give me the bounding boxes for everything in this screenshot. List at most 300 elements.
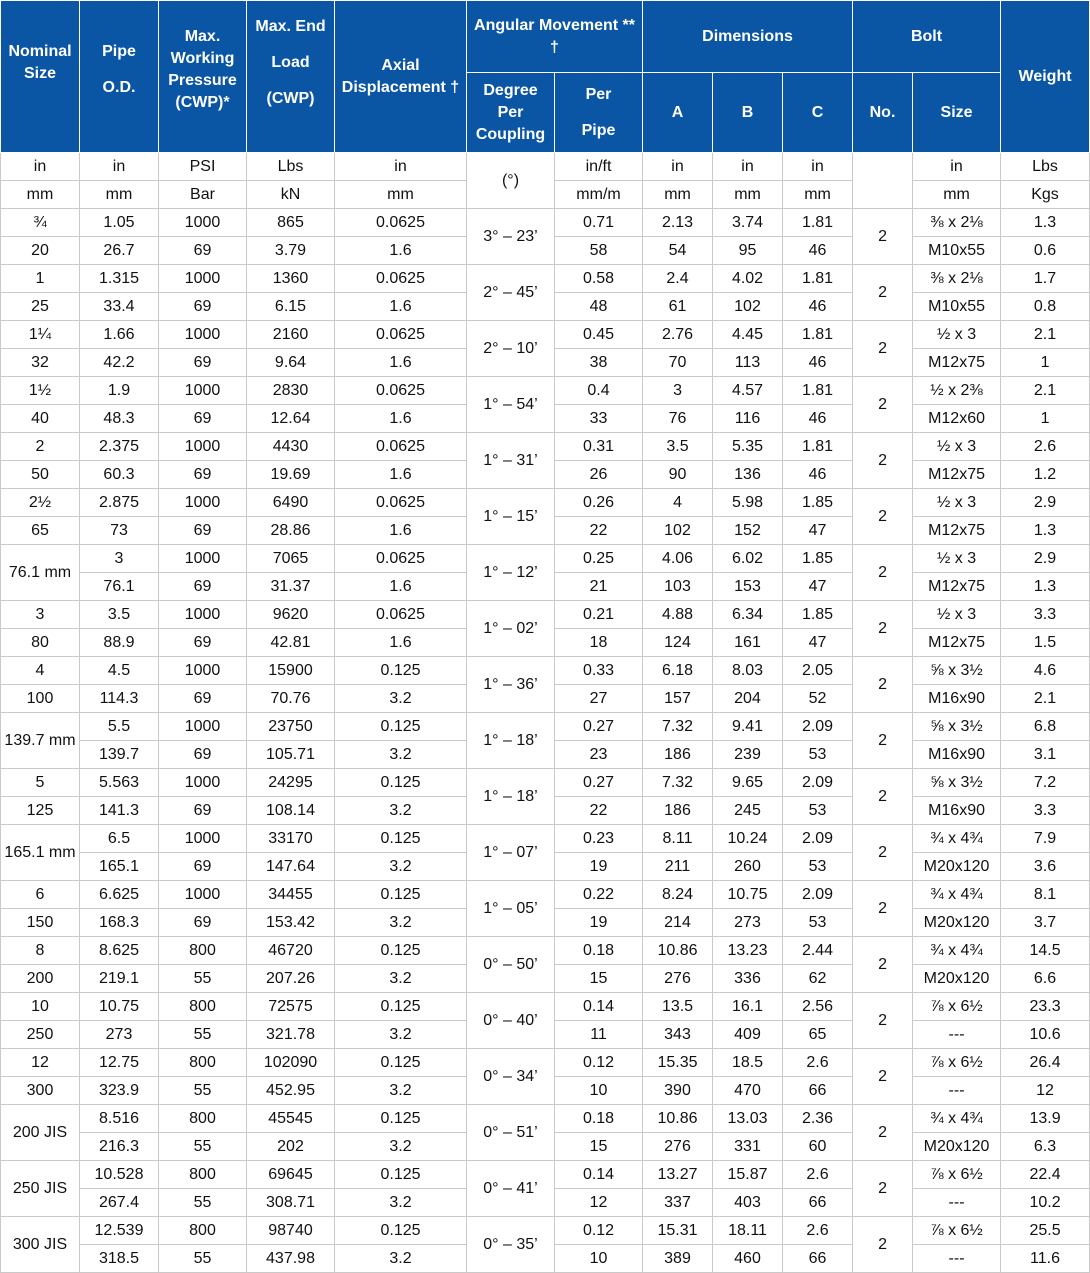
pipe-od-cell: 1.66	[80, 321, 159, 349]
unit-degree: (°)	[467, 153, 555, 209]
weight-cell: 3.3	[1001, 601, 1090, 629]
per-pipe-mm-cell: 19	[555, 853, 643, 881]
end-load-cell: 24295	[247, 769, 335, 797]
dim-c-cell: 2.44	[783, 937, 853, 965]
per-pipe-mm-cell: 10	[555, 1245, 643, 1273]
end-load-cell: 102090	[247, 1049, 335, 1077]
weight-cell: 7.2	[1001, 769, 1090, 797]
header-text: Pipe	[102, 42, 136, 60]
bolt-no-cell: 2	[853, 601, 913, 657]
axial-cell: 0.125	[335, 825, 467, 853]
per-pipe-cell: 0.12	[555, 1217, 643, 1245]
bolt-size-cell: ¾ x 4¾	[913, 881, 1001, 909]
table-row	[1, 993, 1090, 1021]
bolt-no-cell: 2	[853, 1161, 913, 1217]
bolt-no-cell: 2	[853, 1105, 913, 1161]
bolt-no-cell: 2	[853, 993, 913, 1049]
axial-cell: 0.125	[335, 657, 467, 685]
pressure-cell: 1000	[159, 545, 247, 573]
dim-c-cell: 1.81	[783, 265, 853, 293]
per-pipe-mm-cell: 15	[555, 1133, 643, 1161]
bolt-size-cell: ¾ x 4¾	[913, 1105, 1001, 1133]
dim-b-mm-cell: 260	[713, 853, 783, 881]
end-load-kn-cell: 207.26	[247, 965, 335, 993]
dim-c-cell: 2.09	[783, 825, 853, 853]
axial-cell: 0.0625	[335, 489, 467, 517]
per-pipe-mm-cell: 26	[555, 461, 643, 489]
unit-cell: mm	[335, 181, 467, 209]
header-text: O.D.	[102, 78, 136, 96]
end-load-cell: 33170	[247, 825, 335, 853]
dim-a-mm-cell: 214	[643, 909, 713, 937]
weight-kg-cell: 3.1	[1001, 741, 1090, 769]
pressure-bar-cell: 69	[159, 293, 247, 321]
dim-c-cell: 2.09	[783, 769, 853, 797]
bolt-size-cell: ⅝ x 3½	[913, 713, 1001, 741]
axial-cell: 0.125	[335, 1161, 467, 1189]
weight-cell: 2.1	[1001, 321, 1090, 349]
table-row	[1, 825, 1090, 853]
dim-a-cell: 4.88	[643, 601, 713, 629]
weight-kg-cell: 11.6	[1001, 1245, 1090, 1273]
dim-a-cell: 13.27	[643, 1161, 713, 1189]
header-text: †	[550, 38, 559, 56]
per-pipe-cell: 0.25	[555, 545, 643, 573]
nominal-size-cell: ¾	[1, 209, 80, 237]
per-pipe-mm-cell: 23	[555, 741, 643, 769]
weight-cell: 2.1	[1001, 377, 1090, 405]
dim-b-mm-cell: 470	[713, 1077, 783, 1105]
pressure-cell: 1000	[159, 713, 247, 741]
dim-b-cell: 13.03	[713, 1105, 783, 1133]
dim-c-mm-cell: 66	[783, 1189, 853, 1217]
dim-c-mm-cell: 46	[783, 405, 853, 433]
dim-a-cell: 10.86	[643, 1105, 713, 1133]
nominal-size-mm-cell: 250	[1, 1021, 80, 1049]
per-pipe-mm-cell: 48	[555, 293, 643, 321]
nominal-size-cell: 6	[1, 881, 80, 909]
axial-mm-cell: 1.6	[335, 237, 467, 265]
dim-a-cell: 3	[643, 377, 713, 405]
axial-cell: 0.0625	[335, 433, 467, 461]
pressure-bar-cell: 55	[159, 1245, 247, 1273]
dim-c-mm-cell: 46	[783, 349, 853, 377]
per-pipe-cell: 0.21	[555, 601, 643, 629]
unit-cell: in/ft	[555, 153, 643, 181]
bolt-size-mm-cell: M12x75	[913, 349, 1001, 377]
bolt-size-cell: ⅞ x 6½	[913, 1217, 1001, 1245]
nominal-size-mm-cell: 20	[1, 237, 80, 265]
per-pipe-cell: 0.33	[555, 657, 643, 685]
per-pipe-mm-cell: 21	[555, 573, 643, 601]
bolt-no-cell: 2	[853, 265, 913, 321]
bolt-size-cell: ⅞ x 6½	[913, 1161, 1001, 1189]
per-pipe-mm-cell: 22	[555, 517, 643, 545]
pressure-bar-cell: 69	[159, 741, 247, 769]
pipe-od-mm-cell: 318.5	[80, 1245, 159, 1273]
nominal-size-cell: 2½	[1, 489, 80, 517]
dim-c-cell: 1.85	[783, 545, 853, 573]
dim-b-mm-cell: 331	[713, 1133, 783, 1161]
dim-a-cell: 2.13	[643, 209, 713, 237]
weight-cell: 6.8	[1001, 713, 1090, 741]
per-pipe-mm-cell: 18	[555, 629, 643, 657]
unit-cell: Lbs	[1001, 153, 1090, 181]
dim-a-mm-cell: 389	[643, 1245, 713, 1273]
header-text: Displacement †	[341, 78, 460, 96]
nominal-size-cell: 300 JIS	[1, 1217, 80, 1273]
header-per-pipe	[555, 73, 643, 153]
unit-cell: mm	[783, 181, 853, 209]
pipe-od-cell: 8.625	[80, 937, 159, 965]
axial-cell: 0.0625	[335, 601, 467, 629]
dim-c-mm-cell: 46	[783, 237, 853, 265]
degree-cell: 1° – 02’	[467, 601, 555, 657]
per-pipe-cell: 0.31	[555, 433, 643, 461]
table-row	[1, 433, 1090, 461]
axial-cell: 0.125	[335, 1217, 467, 1245]
header-nominal-size	[1, 1, 80, 153]
pressure-bar-cell: 69	[159, 517, 247, 545]
degree-cell: 1° – 54’	[467, 377, 555, 433]
degree-cell: 3° – 23’	[467, 209, 555, 265]
dim-b-mm-cell: 409	[713, 1021, 783, 1049]
dim-c-cell: 1.81	[783, 377, 853, 405]
dim-c-cell: 1.81	[783, 321, 853, 349]
pipe-od-mm-cell: 60.3	[80, 461, 159, 489]
dim-b-cell: 13.23	[713, 937, 783, 965]
bolt-no-cell: 2	[853, 769, 913, 825]
dim-c-cell: 2.6	[783, 1217, 853, 1245]
pipe-od-mm-cell: 88.9	[80, 629, 159, 657]
bolt-no-cell: 2	[853, 377, 913, 433]
end-load-kn-cell: 42.81	[247, 629, 335, 657]
end-load-cell: 7065	[247, 545, 335, 573]
dim-c-cell: 1.81	[783, 209, 853, 237]
header-angular-movement	[467, 1, 643, 73]
dim-b-mm-cell: 136	[713, 461, 783, 489]
end-load-kn-cell: 108.14	[247, 797, 335, 825]
bolt-no-cell: 2	[853, 657, 913, 713]
unit-cell: PSI	[159, 153, 247, 181]
unit-cell: kN	[247, 181, 335, 209]
bolt-size-cell: ½ x 3	[913, 489, 1001, 517]
bolt-size-cell: ⅞ x 6½	[913, 993, 1001, 1021]
axial-cell: 0.0625	[335, 321, 467, 349]
header-text: Axial	[381, 56, 420, 74]
axial-cell: 0.0625	[335, 209, 467, 237]
weight-kg-cell: 1.2	[1001, 461, 1090, 489]
pressure-bar-cell: 69	[159, 237, 247, 265]
degree-cell: 1° – 31’	[467, 433, 555, 489]
end-load-kn-cell: 28.86	[247, 517, 335, 545]
pressure-cell: 800	[159, 1217, 247, 1245]
dim-c-mm-cell: 47	[783, 517, 853, 545]
pressure-cell: 1000	[159, 825, 247, 853]
per-pipe-mm-cell: 19	[555, 909, 643, 937]
pipe-od-cell: 12.539	[80, 1217, 159, 1245]
bolt-no-cell: 2	[853, 489, 913, 545]
pressure-cell: 1000	[159, 321, 247, 349]
axial-mm-cell: 3.2	[335, 685, 467, 713]
bolt-size-mm-cell: M16x90	[913, 741, 1001, 769]
dim-a-mm-cell: 70	[643, 349, 713, 377]
nominal-size-mm-cell: 50	[1, 461, 80, 489]
end-load-kn-cell: 3.79	[247, 237, 335, 265]
end-load-kn-cell: 31.37	[247, 573, 335, 601]
end-load-cell: 865	[247, 209, 335, 237]
end-load-cell: 4430	[247, 433, 335, 461]
header-degree-per-coupling	[467, 73, 555, 153]
bolt-no-cell: 2	[853, 825, 913, 881]
nominal-size-mm-cell: 80	[1, 629, 80, 657]
axial-cell: 0.125	[335, 993, 467, 1021]
dim-b-mm-cell: 152	[713, 517, 783, 545]
table-row	[1, 657, 1090, 685]
dim-a-cell: 15.31	[643, 1217, 713, 1245]
dim-c-mm-cell: 52	[783, 685, 853, 713]
table-row	[1, 489, 1090, 517]
dim-b-mm-cell: 239	[713, 741, 783, 769]
pipe-od-cell: 8.516	[80, 1105, 159, 1133]
dim-b-mm-cell: 95	[713, 237, 783, 265]
axial-cell: 0.0625	[335, 545, 467, 573]
dim-b-cell: 5.98	[713, 489, 783, 517]
dim-a-mm-cell: 390	[643, 1077, 713, 1105]
dim-c-mm-cell: 46	[783, 461, 853, 489]
pressure-cell: 1000	[159, 769, 247, 797]
weight-kg-cell: 1	[1001, 349, 1090, 377]
per-pipe-mm-cell: 27	[555, 685, 643, 713]
end-load-kn-cell: 19.69	[247, 461, 335, 489]
pipe-od-mm-cell: 76.1	[80, 573, 159, 601]
bolt-size-cell: ⅜ x 2⅛	[913, 209, 1001, 237]
header-text: Pipe	[581, 121, 616, 139]
bolt-size-cell: ¾ x 4¾	[913, 937, 1001, 965]
header-dimensions: Dimensions	[643, 1, 853, 73]
end-load-cell: 23750	[247, 713, 335, 741]
degree-cell: 2° – 45’	[467, 265, 555, 321]
axial-mm-cell: 1.6	[335, 405, 467, 433]
nominal-size-cell: 200 JIS	[1, 1105, 80, 1161]
weight-kg-cell: 0.8	[1001, 293, 1090, 321]
nominal-size-cell: 1	[1, 265, 80, 293]
table-row	[1, 881, 1090, 909]
dim-c-cell: 2.09	[783, 713, 853, 741]
nominal-size-mm-cell: 100	[1, 685, 80, 713]
dim-b-mm-cell: 273	[713, 909, 783, 937]
dim-a-cell: 2.76	[643, 321, 713, 349]
per-pipe-cell: 0.45	[555, 321, 643, 349]
axial-mm-cell: 1.6	[335, 349, 467, 377]
axial-mm-cell: 3.2	[335, 1245, 467, 1273]
dim-c-cell: 1.81	[783, 433, 853, 461]
pipe-od-mm-cell: 114.3	[80, 685, 159, 713]
nominal-size-mm-cell: 40	[1, 405, 80, 433]
unit-cell: in	[643, 153, 713, 181]
pipe-od-mm-cell: 273	[80, 1021, 159, 1049]
axial-mm-cell: 3.2	[335, 853, 467, 881]
bolt-size-mm-cell: M10x55	[913, 293, 1001, 321]
pressure-cell: 800	[159, 1161, 247, 1189]
axial-mm-cell: 1.6	[335, 293, 467, 321]
dim-a-cell: 10.86	[643, 937, 713, 965]
dim-c-mm-cell: 53	[783, 853, 853, 881]
dim-c-mm-cell: 62	[783, 965, 853, 993]
header-text: (CWP)	[266, 89, 315, 107]
dim-a-mm-cell: 61	[643, 293, 713, 321]
nominal-size-cell: 250 JIS	[1, 1161, 80, 1217]
header-text: Per	[497, 103, 524, 121]
nominal-size-mm-cell: 65	[1, 517, 80, 545]
pressure-bar-cell: 69	[159, 405, 247, 433]
axial-cell: 0.125	[335, 769, 467, 797]
per-pipe-mm-cell: 22	[555, 797, 643, 825]
per-pipe-cell: 0.18	[555, 1105, 643, 1133]
dim-c-mm-cell: 60	[783, 1133, 853, 1161]
dim-a-mm-cell: 103	[643, 573, 713, 601]
bolt-no-cell: 2	[853, 1217, 913, 1273]
per-pipe-cell: 0.23	[555, 825, 643, 853]
pipe-od-cell: 5.5	[80, 713, 159, 741]
bolt-size-mm-cell: M10x55	[913, 237, 1001, 265]
dim-a-cell: 2.4	[643, 265, 713, 293]
weight-kg-cell: 1.3	[1001, 517, 1090, 545]
header-text: Per	[585, 85, 612, 103]
dim-c-mm-cell: 53	[783, 741, 853, 769]
table-row	[1, 937, 1090, 965]
unit-cell: mm	[1, 181, 80, 209]
bolt-size-mm-cell: M20x120	[913, 965, 1001, 993]
end-load-kn-cell: 308.71	[247, 1189, 335, 1217]
per-pipe-mm-cell: 10	[555, 1077, 643, 1105]
pressure-bar-cell: 69	[159, 629, 247, 657]
pressure-bar-cell: 69	[159, 685, 247, 713]
dim-a-cell: 7.32	[643, 713, 713, 741]
pressure-bar-cell: 69	[159, 853, 247, 881]
weight-cell: 2.6	[1001, 433, 1090, 461]
weight-kg-cell: 10.6	[1001, 1021, 1090, 1049]
table-header	[1, 1, 1090, 153]
per-pipe-cell: 0.27	[555, 713, 643, 741]
weight-cell: 13.9	[1001, 1105, 1090, 1133]
nominal-size-cell: 165.1 mm	[1, 825, 80, 881]
weight-kg-cell: 1	[1001, 405, 1090, 433]
pipe-od-cell: 1.9	[80, 377, 159, 405]
pressure-bar-cell: 69	[159, 573, 247, 601]
header-text: Size	[23, 64, 56, 82]
units-row-imperial	[1, 153, 1090, 181]
weight-cell: 7.9	[1001, 825, 1090, 853]
nominal-size-cell: 8	[1, 937, 80, 965]
unit-cell: in	[783, 153, 853, 181]
dim-b-cell: 9.41	[713, 713, 783, 741]
dim-a-mm-cell: 276	[643, 965, 713, 993]
dim-a-cell: 15.35	[643, 1049, 713, 1077]
weight-kg-cell: 0.6	[1001, 237, 1090, 265]
nominal-size-cell: 139.7 mm	[1, 713, 80, 769]
header-text: Load	[271, 53, 310, 71]
weight-kg-cell: 12	[1001, 1077, 1090, 1105]
axial-mm-cell: 1.6	[335, 573, 467, 601]
dim-b-cell: 4.02	[713, 265, 783, 293]
end-load-cell: 46720	[247, 937, 335, 965]
dim-b-cell: 10.24	[713, 825, 783, 853]
table-row	[1, 1049, 1090, 1077]
bolt-size-cell: ⅜ x 2⅛	[913, 265, 1001, 293]
dim-b-mm-cell: 113	[713, 349, 783, 377]
dim-c-cell: 2.09	[783, 881, 853, 909]
dim-b-mm-cell: 245	[713, 797, 783, 825]
bolt-size-mm-cell: ---	[913, 1021, 1001, 1049]
dim-a-cell: 7.32	[643, 769, 713, 797]
pipe-od-cell: 10.75	[80, 993, 159, 1021]
unit-cell: in	[713, 153, 783, 181]
bolt-size-cell: ½ x 3	[913, 321, 1001, 349]
dim-c-mm-cell: 53	[783, 797, 853, 825]
pressure-cell: 1000	[159, 601, 247, 629]
weight-cell: 14.5	[1001, 937, 1090, 965]
axial-mm-cell: 3.2	[335, 741, 467, 769]
bolt-size-cell: ⅝ x 3½	[913, 769, 1001, 797]
end-load-kn-cell: 153.42	[247, 909, 335, 937]
table-row	[1, 601, 1090, 629]
pipe-od-mm-cell: 73	[80, 517, 159, 545]
weight-kg-cell: 1.3	[1001, 573, 1090, 601]
dim-a-mm-cell: 102	[643, 517, 713, 545]
axial-mm-cell: 3.2	[335, 1133, 467, 1161]
per-pipe-mm-cell: 58	[555, 237, 643, 265]
unit-cell: mm	[713, 181, 783, 209]
table-row	[1, 1161, 1090, 1189]
degree-cell: 1° – 36’	[467, 657, 555, 713]
pipe-od-cell: 3.5	[80, 601, 159, 629]
axial-cell: 0.125	[335, 937, 467, 965]
bolt-size-mm-cell: M20x120	[913, 1133, 1001, 1161]
dim-b-cell: 4.45	[713, 321, 783, 349]
pressure-cell: 1000	[159, 657, 247, 685]
dim-b-mm-cell: 102	[713, 293, 783, 321]
pressure-cell: 1000	[159, 209, 247, 237]
axial-mm-cell: 3.2	[335, 965, 467, 993]
pipe-od-mm-cell: 323.9	[80, 1077, 159, 1105]
dim-b-cell: 6.02	[713, 545, 783, 573]
header-dim-a: A	[643, 73, 713, 153]
axial-cell: 0.125	[335, 881, 467, 909]
degree-cell: 1° – 07’	[467, 825, 555, 881]
pressure-cell: 1000	[159, 377, 247, 405]
axial-mm-cell: 1.6	[335, 461, 467, 489]
pipe-od-mm-cell: 141.3	[80, 797, 159, 825]
header-dim-b: B	[713, 73, 783, 153]
nominal-size-mm-cell: 300	[1, 1077, 80, 1105]
per-pipe-mm-cell: 38	[555, 349, 643, 377]
table-row	[1, 1217, 1090, 1245]
dim-a-mm-cell: 54	[643, 237, 713, 265]
per-pipe-cell: 0.14	[555, 1161, 643, 1189]
table-row	[1, 209, 1090, 237]
table-row	[1, 1105, 1090, 1133]
nominal-size-cell: 1¼	[1, 321, 80, 349]
header-max-working-pressure	[159, 1, 247, 153]
bolt-no-cell: 2	[853, 433, 913, 489]
end-load-kn-cell: 70.76	[247, 685, 335, 713]
axial-cell: 0.125	[335, 1105, 467, 1133]
pipe-od-cell: 10.528	[80, 1161, 159, 1189]
pressure-cell: 1000	[159, 433, 247, 461]
dim-c-cell: 2.6	[783, 1049, 853, 1077]
axial-mm-cell: 3.2	[335, 909, 467, 937]
